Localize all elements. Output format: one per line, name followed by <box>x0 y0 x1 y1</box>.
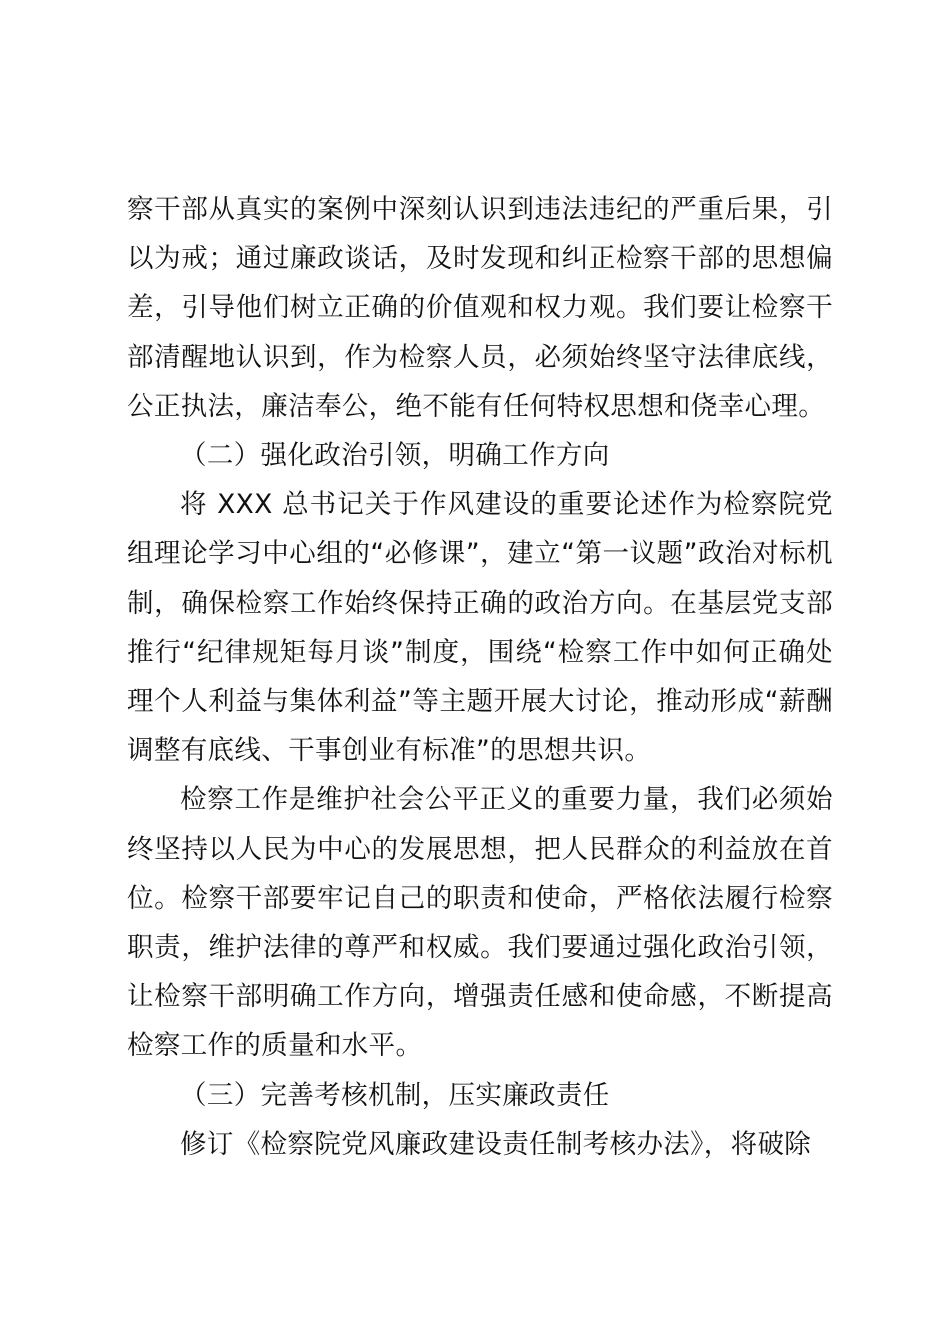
paragraph-prosecution-work: 检察工作是维护社会公平正义的重要力量，我们必须始终坚持以人民为中心的发展思想，把人民群众的利益放在首位。检察干部要牢记自己的职责和使命，严格依法履行检察职责，维护法律的尊严和权威。我们要通过强化政治引领，让检察干部明确工作方向，增强责任感和使命感，不断提高检察工作的质量和水平。 <box>127 784 833 1062</box>
paragraph-assessment-revision: 修订《检察院党风廉政建设责任制考核办法》，将破除 <box>180 1128 812 1160</box>
paragraph-political-guidance: 将 XXX 总书记关于作风建设的重要论述作为检察院党组理论学习中心组的“必修课”，建立“第一议题”政治对标机制，确保检察工作始终保持正确的政治方向。在基层党支部推行“纪律规矩每月谈”制度，围绕“检察工作中如何正确处理个人利益与集体利益”等主题开展大讨论，推动形成“薪酬调整有底线、干事创业有标准”的思想共识。 <box>127 489 833 767</box>
section-heading-three: （三）完善考核机制，压实廉政责任 <box>180 1079 610 1111</box>
document-body <box>127 185 833 1169</box>
section-heading-two: （二）强化政治引领，明确工作方向 <box>180 440 610 472</box>
paragraph-continuation: 察干部从真实的案例中深刻认识到违法违纪的严重后果，引以为戒；通过廉政谈话，及时发现和纠正检察干部的思想偏差，引导他们树立正确的价值观和权力观。我们要让检察干部清醒地认识到，作为检察人员，必须始终坚守法律底线，公正执法，廉洁奉公，绝不能有任何特权思想和侥幸心理。 <box>127 194 833 422</box>
